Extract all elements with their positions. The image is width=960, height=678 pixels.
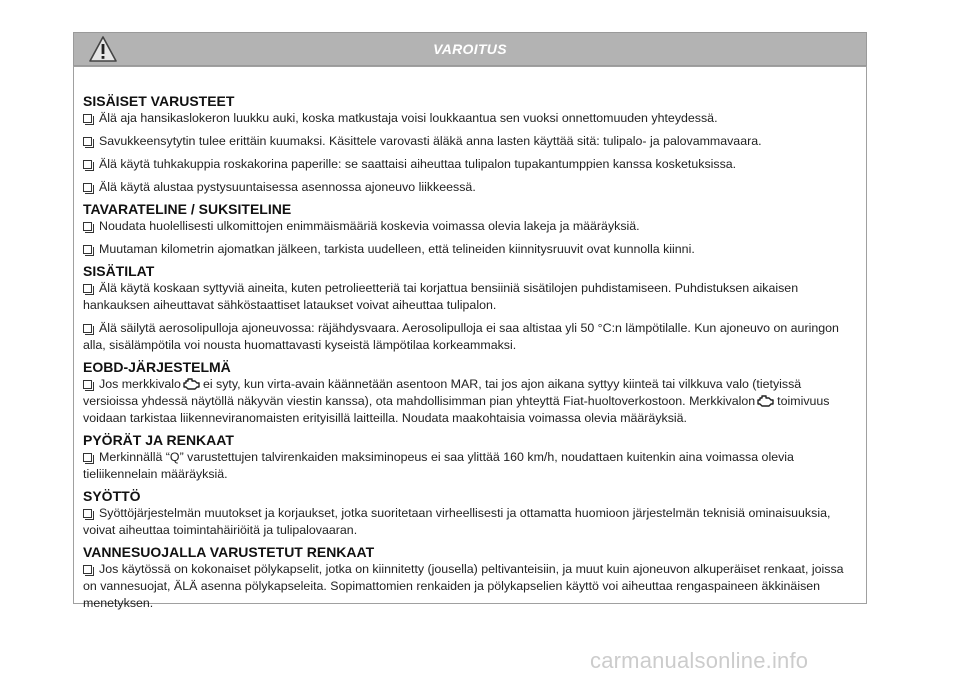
checkbox-bullet-icon [83, 245, 92, 254]
section-title: SISÄISET VARUSTEET [83, 93, 235, 109]
list-item: Älä käytä tuhkakuppia roskakorina paperille: se saattaisi aiheuttaa tulipalon tupakantumppien kanssa kosketuksissa. [83, 156, 858, 173]
engine-warning-icon [183, 377, 200, 390]
list-item: Muutaman kilometrin ajomatkan jälkeen, tarkista uudelleen, että telineiden kiinnitysruuvit ovat kunnolla kiinni. [83, 241, 858, 258]
checkbox-bullet-icon [83, 137, 92, 146]
list-item: Älä käytä alustaa pystysuuntaisessa asennossa ajoneuvo liikkeessä. [83, 179, 858, 196]
site-watermark: carmanualsonline.info [590, 648, 809, 673]
checkbox-bullet-icon [83, 509, 92, 518]
section-title: SYÖTTÖ [83, 488, 141, 504]
list-item: Älä käytä koskaan syttyviä aineita, kuten petrolieetteriä tai korjattua bensiiniä sisätilojen puhdistamiseen. Puhdistuksen aikaisen hankauksen aiheuttavat sähköstaattiset lataukset voivat aiheuttaa tulipalon. [83, 281, 799, 312]
checkbox-bullet-icon [83, 324, 92, 333]
section-interior [83, 263, 858, 354]
section-eobd [83, 359, 858, 427]
section-title: SISÄTILAT [83, 263, 155, 279]
checkbox-bullet-icon [83, 453, 92, 462]
checkbox-bullet-icon [83, 160, 92, 169]
list-item: Älä aja hansikaslokeron luukku auki, koska matkustaja voisi loukkaantua sen vuoksi onnettomuuden yhteydessä. [83, 110, 858, 127]
checkbox-bullet-icon [83, 565, 92, 574]
checkbox-bullet-icon [83, 114, 92, 123]
section-title: PYÖRÄT JA RENKAAT [83, 432, 234, 448]
list-item: Savukkeensytytin tulee erittäin kuumaksi. Käsittele varovasti äläkä anna lasten käyttää sitä: tulipalo- ja palovammavaara. [83, 133, 858, 150]
warning-header [73, 32, 867, 66]
section-title: TAVARATELINE / SUKSITELINE [83, 201, 292, 217]
checkbox-bullet-icon [83, 380, 92, 389]
list-item: Syöttöjärjestelmän muutokset ja korjaukset, jotka suoritetaan virheellisesti ja ottamatta huomioon järjestelmän teknisiä ominaisuuksia, voivat aiheuttaa toimintahäiriöitä ja tulipalovaaran. [83, 506, 831, 537]
warning-title: VAROITUS [433, 41, 507, 57]
section-title: VANNESUOJALLA VARUSTETUT RENKAAT [83, 544, 375, 560]
section-wheels-tyres [83, 432, 858, 483]
checkbox-bullet-icon [83, 183, 92, 192]
engine-warning-icon [757, 394, 774, 407]
checkbox-bullet-icon [83, 284, 92, 293]
list-item: Älä säilytä aerosolipulloja ajoneuvossa: räjähdysvaara. Aerosolipulloja ei saa altistaa yli 50 °C:n lämpötilalle. Kun ajoneuvo on auringon alla, sisälämpötila voi nousta huomattavasti kyseistä lämpötilaa korkeammaksi. [83, 321, 839, 352]
section-hubcap-tyres [83, 544, 858, 612]
section-roof-rack [83, 201, 858, 258]
list-item: Jos käytössä on kokonaiset pölykapselit, jotka on kiinnitetty (jousella) peltivanteisiin, ja muut kuin ajoneuvon alkuperäiset renkaat, joissa on vannesuojat, ÄLÄ asenna pölykapseleita. Sopimattomien renkaiden ja pölykapselien käyttö voi aiheuttaa rengaspaineen äkkinäisen menetyksen. [83, 562, 844, 610]
section-interior-equipment [83, 93, 858, 196]
section-fuel-system [83, 488, 858, 539]
checkbox-bullet-icon [83, 222, 92, 231]
list-item: Merkinnällä “Q” varustettujen talvirenkaiden maksiminopeus ei saa ylittää 160 km/h, noudattaen kuitenkin aina voimassa olevia tieliikennelain määräyksiä. [83, 450, 794, 481]
list-item: Jos merkkivalo ei syty, kun virta-avain käännetään asentoon MAR, tai jos ajon aikana syttyy kiinteä tai vilkkuva valo (tietyissä versioissa yhdessä näytöllä näkyvän viestin kanssa), ota mahdollisimman pian yhteyttä Fiat-huoltoverkostoon. Merkkivalon toimivuus voidaan tarkistaa liikenneviranomaisten erityisillä laitteilla. Noudata maakohtaisia voimassa olevia määräyksiä. [83, 377, 830, 425]
list-item: Noudata huolellisesti ulkomittojen enimmäismääriä koskevia voimassa olevia lakeja ja määräyksiä. [83, 218, 858, 235]
warning-content [73, 66, 867, 610]
section-title: EOBD-JÄRJESTELMÄ [83, 359, 231, 375]
